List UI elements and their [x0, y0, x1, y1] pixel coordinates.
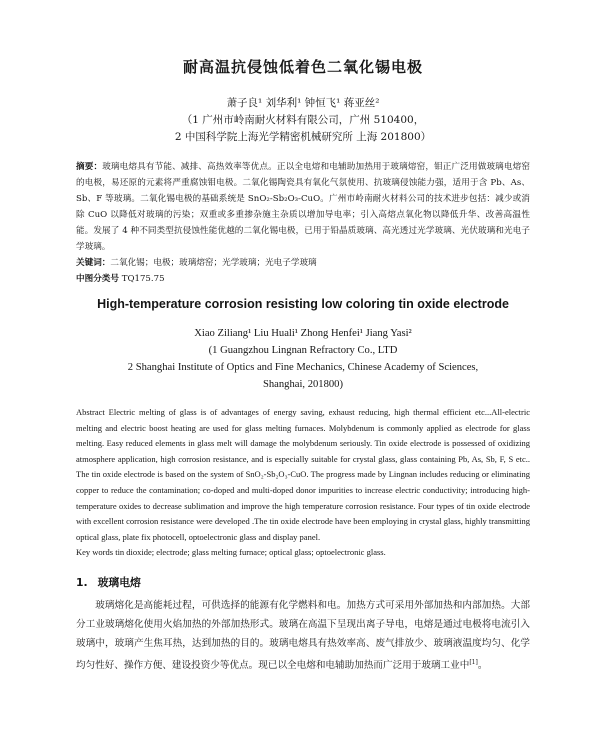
section-paragraph-text: 玻璃熔化是高能耗过程，可供选择的能源有化学燃料和电。加热方式可采用外部加热和内部加热。大部分工业玻璃熔化使用火焰加热的外部加热形式。玻璃在高温下呈现出离子导电，电熔是通过电极将电流引入玻璃中，玻璃产生焦耳热，达到加热的目的。玻璃电熔具有热效率高、废气排放少、玻璃液温度均匀、化学均匀性好、操作方便、建设投资少等优点。现已以全电熔和电辅助加热而广泛用于玻璃工业中	[76, 599, 530, 672]
section-paragraph	[76, 596, 530, 675]
section-title: 玻璃电熔	[97, 575, 141, 589]
english-abstract	[76, 405, 530, 545]
english-affiliation-1: (1 Guangzhou Lingnan Refractory Co., LTD	[208, 345, 398, 356]
chinese-keywords-text: 二氧化锡；电极；玻璃熔窑；光学玻璃；光电子学玻璃	[110, 258, 317, 268]
english-affiliation-2: 2 Shanghai Institute of Optics and Fine Mechanics, Chinese Academy of Sciences,	[127, 362, 479, 373]
english-title: High-temperature corrosion resisting low coloring tin oxide electrode	[97, 297, 509, 311]
chinese-title: 耐高温抗侵蚀低着色二氧化锡电极	[182, 58, 423, 76]
section-heading	[76, 575, 530, 590]
chinese-affiliation-2: 2 中国科学院上海光学精密机械研究所 上海 201800）	[174, 131, 432, 143]
section-paragraph-end: 。	[477, 660, 488, 672]
section-number: 1.	[76, 575, 88, 589]
chinese-affiliation-1: （1 广州市岭南耐火材料有限公司，广州 510400，	[181, 114, 425, 126]
english-abstract-label: Abstract	[76, 407, 105, 417]
chinese-keywords-label: 关键词：	[76, 258, 111, 268]
chinese-abstract-label: 摘要：	[76, 162, 103, 172]
classification-label: 中图分类号	[76, 274, 119, 284]
chinese-classification	[76, 271, 530, 287]
classification-code: TQ175.75	[121, 274, 165, 284]
english-keywords	[76, 545, 530, 561]
chinese-keywords	[76, 255, 530, 271]
english-abstract-text: Electric melting of glass is of advantages of energy saving, exhaust reducing, high thermal efficient etc...All-electric melting and electric boost heating are used for glass melting furnaces. Molybdenum is commonly applied as electrode for glass melting. Easy reduced elements in glass melt will damage the molybdenum seriously. Tin oxide electrode is possessed of oxidizing atmosphere application, high corrosion resistance, and is especially suitable for crystal glass, glass containing Pb, As, Sb, F, S etc.. The tin oxide electrode is based on the system of SnO₂-Sb₂O₃-CuO. The progress made by Lingnan includes reducing or eliminating copper to reduce the contamination; co-doped and multi-doped donor impurities to increase electric conductivity; introducing high-temperature oxides to decrease sublimation and improve the high temperature corrosion resistance. Four types of tin oxide electrode with excellent corrosion resistance were developed .The tin oxide electrode have been employing in crystal glass, highly transmitting optical glass, plate fix photocell, optoelectronic glass and display panel.	[76, 407, 531, 542]
english-keywords-text: tin dioxide; electrode; glass melting furnace; optical glass; optoelectronic glass.	[115, 547, 386, 558]
english-affiliation-3: Shanghai, 201800)	[262, 379, 344, 390]
english-keywords-label: Key words	[76, 547, 114, 558]
chinese-abstract-text: 玻璃电熔具有节能、减排、高热效率等优点。正以全电熔和电辅助加热用于玻璃熔窑，钼正广泛用做玻璃电熔窑的电极，易还原的元素将严重腐蚀钼电极。二氧化锡陶瓷具有氧化气氛使用、抗玻璃侵蚀能力强，适用于含 Pb、As、Sb、F 等玻璃。二氧化锡电极的基础系统是 SnO₂-Sb₂O₃-CuO。广州市岭南耐火材料公司的技术进步包括：减少或消除 CuO 以降低对玻璃的污染；双重或多重掺杂施主杂质以增加导电率；引入高熔点氧化物以降低升华、改善高温性能。发展了 4 种不同类型抗侵蚀性能优越的二氧化锡电极，已用于铅晶质玻璃、高光透过光学玻璃、光伏玻璃和光电子学玻璃。	[76, 162, 530, 252]
chinese-authors: 萧子良¹ 刘华利¹ 钟恒飞¹ 蒋亚丝²	[226, 97, 380, 109]
citation-ref[interactable]: [1]	[469, 658, 478, 666]
english-authors: Xiao Ziliang¹ Liu Huali¹ Zhong Henfei¹ Jiang Yasi²	[194, 328, 412, 339]
chinese-abstract	[76, 159, 530, 287]
